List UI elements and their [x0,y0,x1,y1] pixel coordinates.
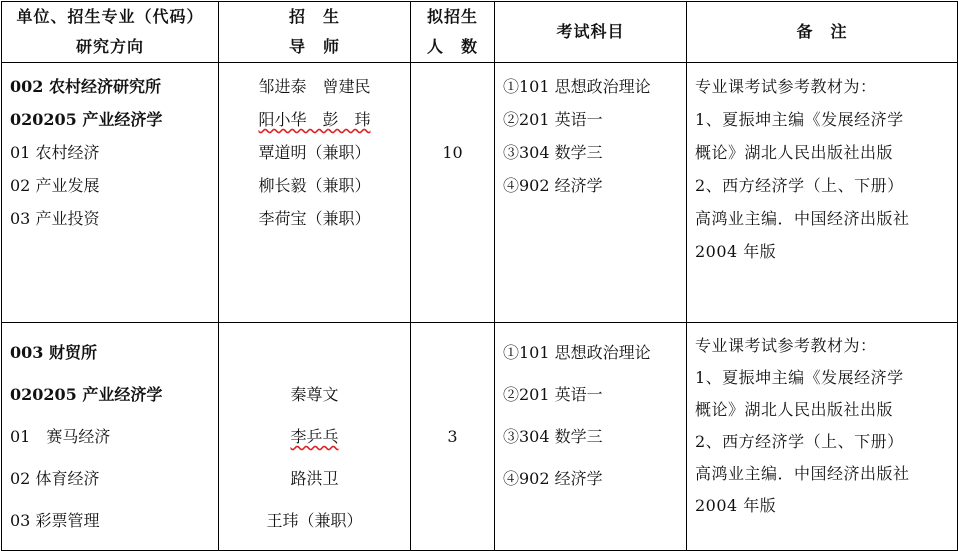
section2-num-5 [411,500,494,542]
section2-exam-2: ②201 英语一 [503,385,603,404]
section2-note-4: 2、西方经济学（上、下册） [695,432,904,451]
section1-num-2 [411,103,494,136]
section2-note-cell [687,323,958,551]
section2-num-cell [411,323,495,551]
section1-num-1 [411,70,494,103]
header-num [411,2,495,63]
section2-direction-1: 01 赛马经济 [10,427,111,446]
section1-num-value: 10 [442,143,463,162]
section1-tutor-6 [219,235,410,268]
header-row [2,2,958,63]
section2-tutor-cell [219,323,411,551]
section1-tutor-3: 覃道明（兼职） [258,143,371,162]
section-row-1 [2,63,958,323]
section1-exam-4: ④902 经济学 [503,176,603,195]
section2-exam-cell [495,323,687,551]
header-exam [495,2,687,63]
section2-num-2 [411,374,494,416]
section2-tutor-2: 秦尊文 [290,385,339,404]
section1-unit-name: 002 农村经济研究所 [10,77,161,96]
admission-table [1,1,958,551]
section2-major: 020205 产业经济学 [10,385,163,404]
section2-note-5: 高鸿业主编．中国经济出版社 [695,464,910,483]
section2-direction-3: 03 彩票管理 [10,511,100,530]
section1-exam-cell [495,63,687,323]
section1-direction-1: 01 农村经济 [10,143,100,162]
section1-direction-3: 03 产业投资 [10,209,100,228]
section2-direction-2: 02 体育经济 [10,469,100,488]
section1-num-4 [411,169,494,202]
header-unit [2,2,219,63]
header-unit-line2: 研究方向 [75,37,144,56]
section1-tutor-2: 阳小华 彭 玮 [258,110,371,129]
section1-exam-2: ②201 英语一 [503,110,603,129]
section2-exam-1: ①101 思想政治理论 [503,343,651,362]
section1-tutor-5: 李荷宝（兼职） [258,209,371,228]
header-note-label: 备 注 [796,22,848,41]
section2-note-6: 2004 年版 [695,496,777,515]
section2-note-3: 概论》湖北人民出版社出版 [695,400,894,419]
section2-tutor-1 [219,332,410,374]
section1-note-4: 2、西方经济学（上、下册） [695,176,904,195]
section1-note-6: 2004 年版 [695,242,777,261]
section1-unit-cell [2,63,219,323]
section2-note-1: 专业课考试参考教材为： [695,336,877,355]
section1-note-2: 1、夏振坤主编《发展经济学 [695,110,904,129]
section2-tutor-5: 王玮（兼职） [266,511,363,530]
section1-tutor-1: 邹进泰 曾建民 [258,77,371,96]
section1-exam-3: ③304 数学三 [503,143,603,162]
section2-tutor-3: 李乒乓 [290,427,339,446]
section1-note-3: 概论》湖北人民出版社出版 [695,143,894,162]
section1-note-1: 专业课考试参考教材为： [695,77,877,96]
section1-direction-2: 02 产业发展 [10,176,100,195]
header-tutor-line2: 导 师 [288,37,340,56]
header-num-line1: 拟招生 [426,7,478,26]
section2-exam-4: ④902 经济学 [503,469,603,488]
section1-exam-1: ①101 思想政治理论 [503,77,651,96]
section2-note-2: 1、夏振坤主编《发展经济学 [695,368,904,387]
section1-num-cell [411,63,495,323]
section2-unit-cell [2,323,219,551]
header-tutor-line1: 招 生 [288,7,340,26]
section1-tutor-4: 柳长毅（兼职） [258,176,371,195]
header-num-line2: 人 数 [426,37,478,56]
section1-note-5: 高鸿业主编．中国经济出版社 [695,209,910,228]
header-tutor [219,2,411,63]
section1-tutor-cell [219,63,411,323]
section2-exam-3: ③304 数学三 [503,427,603,446]
section1-major: 020205 产业经济学 [10,110,163,129]
section1-note-cell [687,63,958,323]
section2-num-1 [411,332,494,374]
section2-num-4 [411,458,494,500]
section1-num-6 [411,235,494,268]
section1-num-5 [411,202,494,235]
section2-tutor-4: 路洪卫 [290,469,339,488]
header-exam-label: 考试科目 [556,22,625,41]
header-note [687,2,958,63]
header-unit-line1: 单位、招生专业（代码） [16,7,204,26]
section-row-2 [2,323,958,551]
section2-unit-name: 003 财贸所 [10,343,97,362]
section2-num-value: 3 [447,427,458,446]
